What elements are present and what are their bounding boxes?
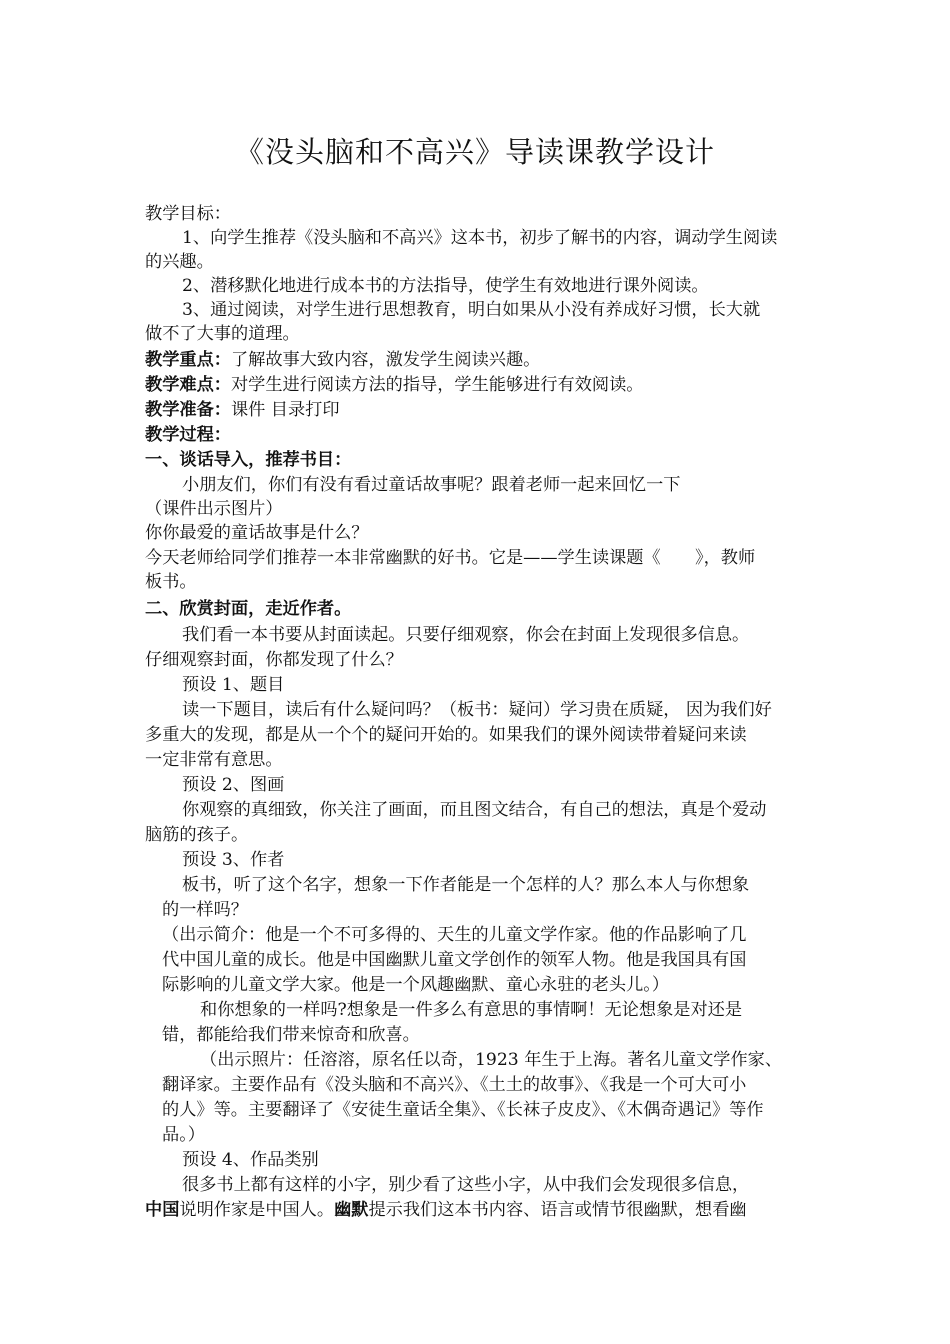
- author-intro-line-3: 际影响的儿童文学大家。他是一个风趣幽默、童心永驻的老头儿。）: [162, 975, 670, 995]
- difficult-point-text: 对学生进行阅读方法的指导，学生能够进行有效阅读。: [230, 375, 644, 395]
- photo-line-4: 品。）: [162, 1125, 205, 1145]
- key-point-label: 教学重点：: [145, 350, 231, 370]
- preparation-label: 教学准备：: [145, 400, 231, 420]
- preset-4-line-2: [145, 1198, 747, 1222]
- document-title: 《没头脑和不高兴》导读课教学设计: [234, 135, 715, 169]
- preset-4-heading: 预设 4、作品类别: [182, 1150, 319, 1170]
- part-1-heading: 一、谈话导入，推荐书目：: [145, 450, 352, 470]
- part-1-line-4: 今天老师给同学们推荐一本非常幽默的好书。它是——学生读课题《 》，教师: [145, 548, 756, 568]
- preset-2-line-1: 你观察的真细致，你关注了画面，而且图文结合，有自己的想法，真是个爱动: [182, 800, 767, 820]
- photo-line-1: （出示照片：任溶溶，原名任以奇，1923 年生于上海。著名儿童文学作家、: [200, 1050, 783, 1070]
- preparation: [145, 398, 340, 422]
- goal-2: 2、潜移默化地进行成本书的方法指导，使学生有效地进行课外阅读。: [182, 276, 709, 296]
- goal-3-line-1: 3、通过阅读，对学生进行思想教育，明白如果从小没有养成好习惯，长大就: [182, 300, 761, 320]
- author-intro-line-1: （出示简介：他是一个不可多得的、天生的儿童文学作家。他的作品影响了几: [162, 925, 747, 945]
- difficult-point-label: 教学难点：: [145, 375, 231, 395]
- humor-keyword: 幽默: [334, 1200, 369, 1220]
- goal-1-line-1: 1、向学生推荐《没头脑和不高兴》这本书，初步了解书的内容，调动学生阅读: [182, 228, 778, 248]
- photo-line-2: 翻译家。主要作品有《没头脑和不高兴》、《土土的故事》、《我是一个可大可小: [162, 1075, 747, 1095]
- preparation-text: 课件 目录打印: [230, 400, 340, 420]
- part-1-line-1: 小朋友们，你们有没有看过童话故事呢？跟着老师一起来回忆一下: [182, 475, 681, 495]
- part-2-heading: 二、欣赏封面，走近作者。: [145, 599, 352, 619]
- preset-4-line-1: 很多书上都有这样的小字，别少看了这些小字，从中我们会发现很多信息，: [182, 1175, 750, 1195]
- preset-3-heading: 预设 3、作者: [182, 850, 285, 870]
- preset-1-line-3: 一定非常有意思。: [145, 750, 283, 770]
- preset-1-line-2: 多重大的发现，都是从一个个的疑问开始的。如果我们的课外阅读带着疑问来读: [145, 725, 747, 745]
- goal-1-line-2: 的兴趣。: [145, 252, 214, 272]
- preset-1-heading: 预设 1、题目: [182, 675, 285, 695]
- part-1-line-3: 你你最爱的童话故事是什么？: [145, 523, 369, 543]
- humor-explanation: 提示我们这本书内容、语言或情节很幽默，想看幽: [368, 1200, 747, 1220]
- preset-2-line-2: 脑筋的孩子。: [145, 825, 249, 845]
- key-point-text: 了解故事大致内容，激发学生阅读兴趣。: [230, 350, 541, 370]
- process-heading: 教学过程：: [145, 425, 231, 445]
- preset-3-line-2: 的一样吗？: [162, 900, 248, 920]
- goal-3-line-2: 做不了大事的道理。: [145, 324, 300, 344]
- author-intro-line-2: 代中国儿童的成长。他是中国幽默儿童文学创作的领军人物。他是我国具有国: [162, 950, 747, 970]
- china-explanation: 说明作家是中国人。: [179, 1200, 335, 1220]
- imagination-line-1: 和你想象的一样吗?想象是一件多么有意思的事情啊！无论想象是对还是: [200, 1000, 743, 1020]
- imagination-line-2: 错，都能给我们带来惊奇和欣喜。: [162, 1025, 420, 1045]
- china-keyword: 中国: [145, 1200, 180, 1220]
- key-point: [145, 348, 540, 372]
- preset-1-line-1: 读一下题目，读后有什么疑问吗？（板书：疑问）学习贵在质疑， 因为我们好: [182, 700, 772, 720]
- part-2-line-1: 我们看一本书要从封面读起。只要仔细观察，你会在封面上发现很多信息。: [182, 625, 750, 645]
- part-1-line-2: （课件出示图片）: [145, 499, 283, 519]
- preset-2-heading: 预设 2、图画: [182, 775, 285, 795]
- part-2-line-2: 仔细观察封面，你都发现了什么？: [145, 650, 403, 670]
- photo-line-3: 的人》等。主要翻译了《安徒生童话全集》、《长袜子皮皮》、《木偶奇遇记》等作: [162, 1100, 764, 1120]
- part-1-line-5: 板书。: [145, 572, 197, 592]
- goals-heading: 教学目标：: [145, 204, 231, 224]
- preset-3-line-1: 板书，听了这个名字，想象一下作者能是一个怎样的人？那么本人与你想象: [182, 875, 750, 895]
- difficult-point: [145, 373, 643, 397]
